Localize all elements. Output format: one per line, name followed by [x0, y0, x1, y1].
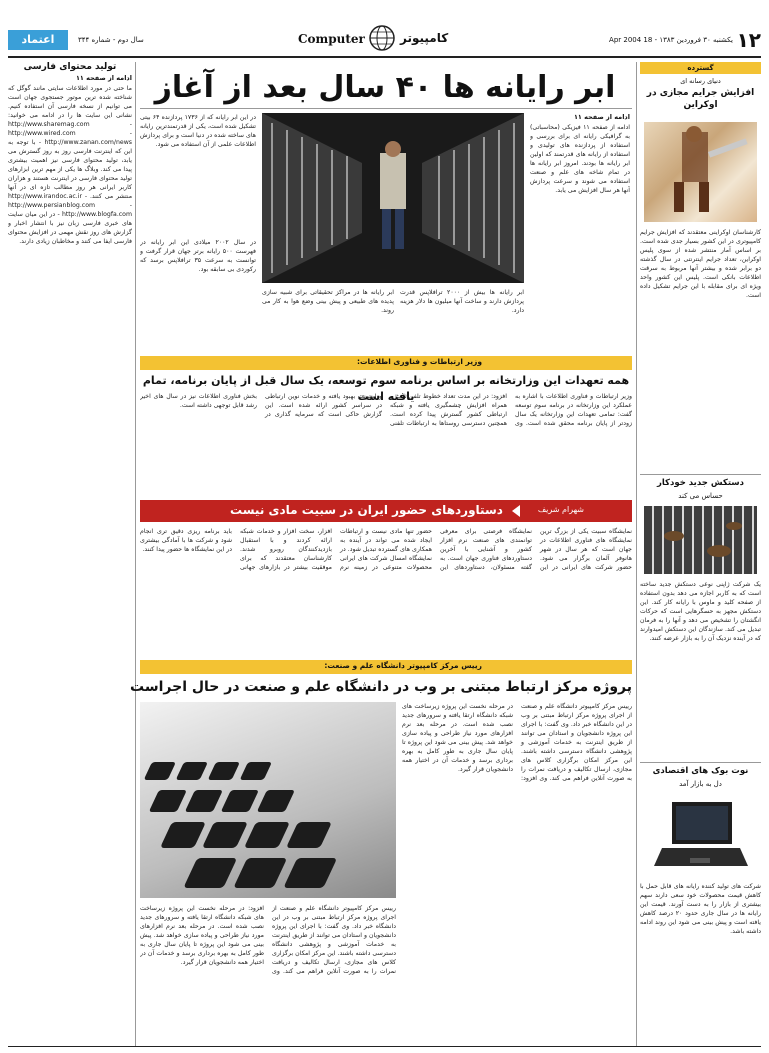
story3-body: نمایشگاه سبیت یکی از بزرگ ترین نمایشگاه های فناوری اطلاعات در جهان است که هر سال در شهر هانوفر آلمان برگزار می شود. حضور شرکت های ایرانی در این نمایشگاه فرصتی برای معرفی توانمندی های صنعت نرم افزار کشور و آشنایی با آخرین دستاوردهای فناوری جهان است. به گفته مسئولان، دستاوردهای این حضور تنها مادی نیست و ارتباطات ایجاد شده می تواند در آینده به همکاری های گسترده تبدیل شود. در نمایشگاه امسال شرکت های ایرانی محصولات متنوعی در زمینه نرم افزار، سخت افزار و خدمات شبکه ارائه کردند و با استقبال بازدیدکنندگان روبرو شدند. کارشناسان معتقدند که برای موفقیت بیشتر در بازارهای جهانی باید برنامه ریزی دقیق تری انجام شود و شرکت ها با آمادگی بیشتری در این نمایشگاه ها حضور پیدا کنند.: [140, 528, 632, 571]
main-body-left: در سال ۲۰۰۲ میلادی این ابر رایانه در فهرست ۵۰۰ رایانه برتر جهان قرار گرفت و توانست به سرعت ۳۵ ترافلاپس برسد که رکوردی بی سابقه بود.: [140, 239, 256, 273]
main-headline: ابر رایانه ها ۴۰ سال بعد از آغاز: [154, 70, 616, 105]
supercomputer-photo: [262, 113, 524, 283]
right-box-headline: افزایش جرایم مجازی در اوکراین: [646, 88, 755, 110]
right-second-headline: دستکش جدید خودکار: [656, 478, 745, 488]
story3-byline: شهرام شریف: [537, 505, 584, 514]
left-column-body: ما حتی در مورد اطلاعات سایتی مانند گوگل که شناخته شده ترین موتور جستجوی جهان است می توانیم از نسخه فارسی آن استفاده کنیم. نشانی این سایت ها را در ادامه می خوانید: http://www.sharemag.com - http://www.wired.com - http://www.zanan.com/news - با توجه به این که اینترنت فارسی روز به روز گسترش می یابد، تولید محتوای فارسی نیز اهمیت بیشتری پیدا می کند. وبلاگ ها یکی از مهم ترین ابزارهای تولید محتوای فارسی در اینترنت هستند و هزاران کاربر ایرانی هر روز مطالب تازه ای در آنها منتشر می کنند. http://www.irandoc.ac.ir - http://www.persianblog.com - http://www.blogfa.com - در این میان سایت های خبری فارسی زبان نیز با انتشار اخبار و گزارش های روز نقش مهمی در افزایش محتوای فارسی ایفا می کنند و مخاطبان زیادی دارند.: [8, 85, 132, 245]
keyboard-insects-photo: [644, 506, 757, 574]
issue-line: سال دوم - شماره ۳۴۴: [78, 36, 144, 44]
laptop-photo: [650, 796, 751, 876]
story2-body: وزیر ارتباطات و فناوری اطلاعات با اشاره به عملکرد این وزارتخانه در برنامه سوم توسعه گفت: تمامی تعهدات این وزارتخانه یک سال زودتر از پایان برنامه محقق شده است. وی افزود: در این مدت تعداد خطوط تلفن ثابت و همراه افزایش چشمگیری یافته و شبکه ارتباطی کشور گسترش پیدا کرده است. همچنین دسترسی روستاها به ارتباطات تلفنی و اینترنت بهبود یافته و خدمات نوین ارتباطی در سراسر کشور ارائه شده است. این گزارش حاکی است که سرمایه گذاری در بخش فناوری اطلاعات نیز در سال های اخیر رشد قابل توجهی داشته است.: [140, 393, 632, 427]
story4-body: رییس مرکز کامپیوتر دانشگاه علم و صنعت از اجرای پروژه مرکز ارتباط مبتنی بر وب در این دانشگاه خبر داد. وی گفت: با اجرای این پروژه دانشجویان و استادان می توانند از طریق اینترنت به خدمات آموزشی و پژوهشی دانشگاه دسترسی داشته باشند. این مرکز امکان برگزاری کلاس های مجازی، ارسال تکالیف و دریافت نمرات را به صورت آنلاین فراهم می کند. وی افزود: در مرحله نخست این پروژه زیرساخت های شبکه دانشگاه ارتقا یافته و سرورهای جدید نصب شده است. در مرحله بعد نرم افزارهای مورد نیاز طراحی و پیاده سازی خواهد شد. پیش بینی می شود این پروژه تا پایان سال جاری به طور کامل به بهره برداری برسد و خدمات آن در اختیار همه دانشجویان قرار گیرد.: [402, 703, 632, 782]
section-title-en: Computer: [298, 32, 365, 46]
footer-rule: [8, 1046, 761, 1047]
page-header: [8, 28, 761, 54]
caption-right: ابر رایانه ها بیش از ۲۰۰۰ ترافلاپس قدرت پردازش دارند و ساخت آنها میلیون ها دلار هزینه دارد.: [400, 289, 524, 314]
left-column: [8, 62, 132, 1047]
right-third-headline: نوت بوک های اقتصادی: [652, 766, 749, 776]
story2-headline: همه تعهدات این وزارتخانه بر اساس برنامه سوم توسعه، یک سال قبل از پایان برنامه، تمام یافته است: [142, 374, 630, 403]
main-kicker: ادامه از صفحه ۱۱: [573, 113, 630, 121]
right-box-body: کارشناسان اوکراینی معتقدند که افزایش جرایم کامپیوتری در این کشور بسیار جدی شده است. بر اساس آمار منتشر شده از سوی پلیس اوکراین، تعداد جرایم اینترنتی در سال گذشته دو برابر شده و بیشتر آنها مربوط به سرقت اطلاعات بانکی است. پلیس این کشور واحد ویژه ای برای مقابله با این جرایم تشکیل داده است.: [640, 229, 761, 299]
right-column: [640, 62, 761, 1047]
logo-text: اعتماد: [21, 33, 55, 46]
date-line: یکشنبه ۳۰ فروردین ۱۳۸۳ - 18 Apr 2004: [609, 36, 733, 44]
left-column-title: تولید محتوای فارسی: [23, 62, 117, 72]
page-number: ۱۲: [736, 28, 761, 52]
right-divider-1: [640, 474, 761, 475]
right-second-body: یک شرکت ژاپنی نوعی دستکش جدید ساخته است که به کاربر اجازه می دهد بدون استفاده از صفحه کلید و ماوس با رایانه کار کند. این دستکش مجهز به حسگرهایی است که حرکات انگشتان را تشخیص می دهد و آنها را به فرمان تبدیل می کند. سازندگان این دستکش امیدوارند که در آینده نزدیک آن را به بازار عرضه کنند.: [640, 581, 761, 642]
right-box-kicker: دنیای رسانه ای: [680, 77, 721, 85]
play-arrow-icon: [512, 505, 520, 517]
story4-body-bottom: رییس مرکز کامپیوتر دانشگاه علم و صنعت از اجرای پروژه مرکز ارتباط مبتنی بر وب در این دانشگاه خبر داد. وی گفت: با اجرای این پروژه دانشجویان و استادان می توانند از طریق اینترنت به خدمات آموزشی و پژوهشی دانشگاه دسترسی داشته باشند. این مرکز امکان برگزاری کلاس های مجازی، ارسال تکالیف و دریافت نمرات را به صورت آنلاین فراهم می کند. وی افزود: در مرحله نخست این پروژه زیرساخت های شبکه دانشگاه ارتقا یافته و سرورهای جدید نصب شده است. در مرحله بعد نرم افزارهای مورد نیاز طراحی و پیاده سازی خواهد شد. پیش بینی می شود این پروژه تا پایان سال جاری به طور کامل به بهره برداری برسد و خدمات آن در اختیار همه دانشجویان قرار گیرد.: [140, 905, 396, 975]
left-column-subtitle: ادامه از صفحه ۱۱: [75, 74, 132, 82]
story2-kicker: وزیر ارتباطات و فناوری اطلاعات:: [356, 357, 482, 366]
right-third-body: شرکت های تولید کننده رایانه های قابل حمل با کاهش قیمت محصولات خود سعی دارند سهم بیشتری از بازار را به دست آورند. قیمت این رایانه ها در سال جاری حدود ۲۰ درصد کاهش یافته است و پیش بینی می شود این روند ادامه داشته باشد.: [640, 883, 761, 935]
globe-icon: [368, 24, 396, 52]
newspaper-logo: [8, 30, 68, 50]
right-divider-2: [640, 762, 761, 763]
header-rule: [8, 56, 761, 58]
story4-kicker: رییس مرکز کامپیوتر دانشگاه علم و صنعت:: [324, 661, 482, 670]
story4-kicker-bar: [140, 660, 632, 674]
right-divider: [636, 62, 637, 1047]
main-body-mid: در این ابر رایانه که از ۱۷۳۶ پردازنده ۶۴ بیتی تشکیل شده است، یکی از قدرتمندترین رایانه های ساخته شده در دنیا است و برای پردازش اطلاعات علمی از آن استفاده می شود.: [140, 114, 256, 148]
story2-kicker-bar: [140, 356, 632, 370]
story3-bar: [140, 500, 632, 522]
right-box-label: [640, 62, 761, 74]
caption-left: ابر رایانه ها در مراکز تحقیقاتی برای شبیه سازی پدیده های طبیعی و پیش بینی وضع هوا به کار می روند.: [262, 289, 394, 314]
section-title-fa: کامپیوتر: [400, 31, 449, 45]
main-headline-rule: [140, 108, 632, 109]
keyboard-photo: [140, 702, 396, 898]
story4-headline: پروژه مرکز ارتباط مبتنی بر وب در دانشگاه علم و صنعت در حال اجراست: [130, 679, 632, 695]
right-third-subhead: دل به بازار آمد: [679, 780, 722, 788]
main-body-right: ادامه از صفحه ۱۱ فیزیکی (محاسباتی) به گرافیکی رایانه ای برای بررسی و استفاده از پردازنده های تولیدی و استفاده از رایانه های قدرتمند که اولین ابر رایانه ها بودند. امروز ابر رایانه ها در تمام شاخه های علم و صنعت استفاده می شوند و سرعت پردازش آنها هر سال افزایش می یابد.: [530, 124, 630, 194]
left-divider: [135, 62, 136, 1047]
right-box-label-text: گسترده: [687, 64, 714, 72]
right-second-subhead: حساس می کند: [678, 492, 723, 500]
cyber-crime-photo: [644, 122, 757, 222]
story3-headline: دستاوردهای حضور ایران در سبیت مادی نیست: [230, 503, 503, 517]
